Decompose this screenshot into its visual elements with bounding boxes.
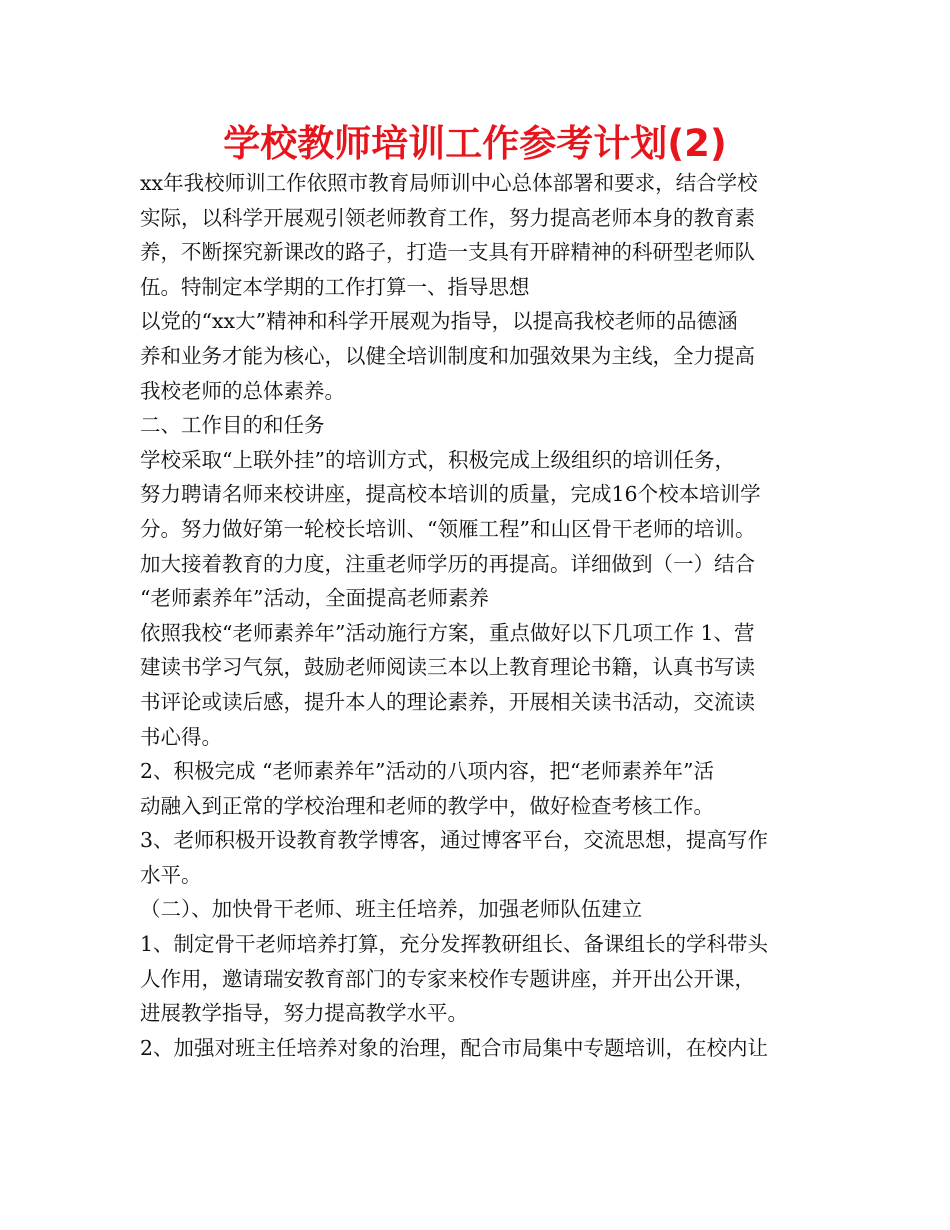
body-line: 实际，以科学开展观引领老师教育工作，努力提高老师本身的教育素	[140, 205, 755, 230]
body-line: 养，不断探究新课改的路子，打造一支具有开辟精神的科研型老师队	[140, 240, 755, 265]
body-line: 书心得。	[140, 724, 222, 749]
body-line: 3、老师积极开设教育教学博客，通过博客平台，交流思想，提高写作	[140, 828, 769, 853]
body-line: “老师素养年”活动，全面提高老师素养	[140, 586, 489, 611]
body-line: 书评论或读后感，提升本人的理论素养，开展相关读书活动，交流读	[140, 689, 755, 714]
body-line: 1、制定骨干老师培养打算，充分发挥教研组长、备课组长的学科带头	[140, 932, 769, 957]
body-line: 依照我校“老师素养年”活动施行方案，重点做好以下几项工作 1、营	[140, 620, 755, 645]
section-heading: （二）、加快骨干老师、班主任培养，加强老师队伍建立	[140, 897, 643, 922]
body-line: 学校采取“上联外挂”的培训方式，积极完成上级组织的培训任务，	[140, 447, 735, 472]
document-body	[140, 166, 820, 1065]
body-line: 加大接着教育的力度，注重老师学历的再提高。详细做到（一）结合	[140, 551, 755, 576]
body-line: 人作用，邀请瑞安教育部门的专家来校作专题讲座，并开出公开课，	[140, 966, 755, 991]
document-title: 学校教师培训工作参考计划(2)	[223, 122, 727, 165]
body-line: 分。努力做好第一轮校长培训、“领雁工程”和山区骨干老师的培训。	[140, 516, 756, 541]
body-line: 努力聘请名师来校讲座，提高校本培训的质量，完成16个校本培训学	[140, 482, 761, 507]
body-line: 2、积极完成 “老师素养年”活动的八项内容，把“老师素养年”活	[140, 759, 714, 784]
body-line: 2、加强对班主任培养对象的治理，配合市局集中专题培训，在校内让	[140, 1035, 769, 1060]
body-line: 养和业务才能为核心，以健全培训制度和加强效果为主线，全力提高	[140, 343, 755, 368]
body-line: 动融入到正常的学校治理和老师的教学中，做好检查考核工作。	[140, 793, 714, 818]
body-line: 我校老师的总体素养。	[140, 378, 345, 403]
body-line: 进展教学指导，努力提高教学水平。	[140, 1001, 468, 1026]
body-line: 伍。特制定本学期的工作打算一、指导思想	[140, 274, 530, 299]
body-line: 以党的“xx大”精神和科学开展观为指导，以提高我校老师的品德涵	[140, 309, 738, 334]
body-line: 建读书学习气氛，鼓励老师阅读三本以上教育理论书籍，认真书写读	[140, 655, 755, 680]
body-line: xx年我校师训工作依照市教育局师训中心总体部署和要求，结合学校	[140, 171, 758, 195]
section-heading: 二、工作目的和任务	[140, 413, 325, 438]
body-line: 水平。	[140, 862, 202, 887]
